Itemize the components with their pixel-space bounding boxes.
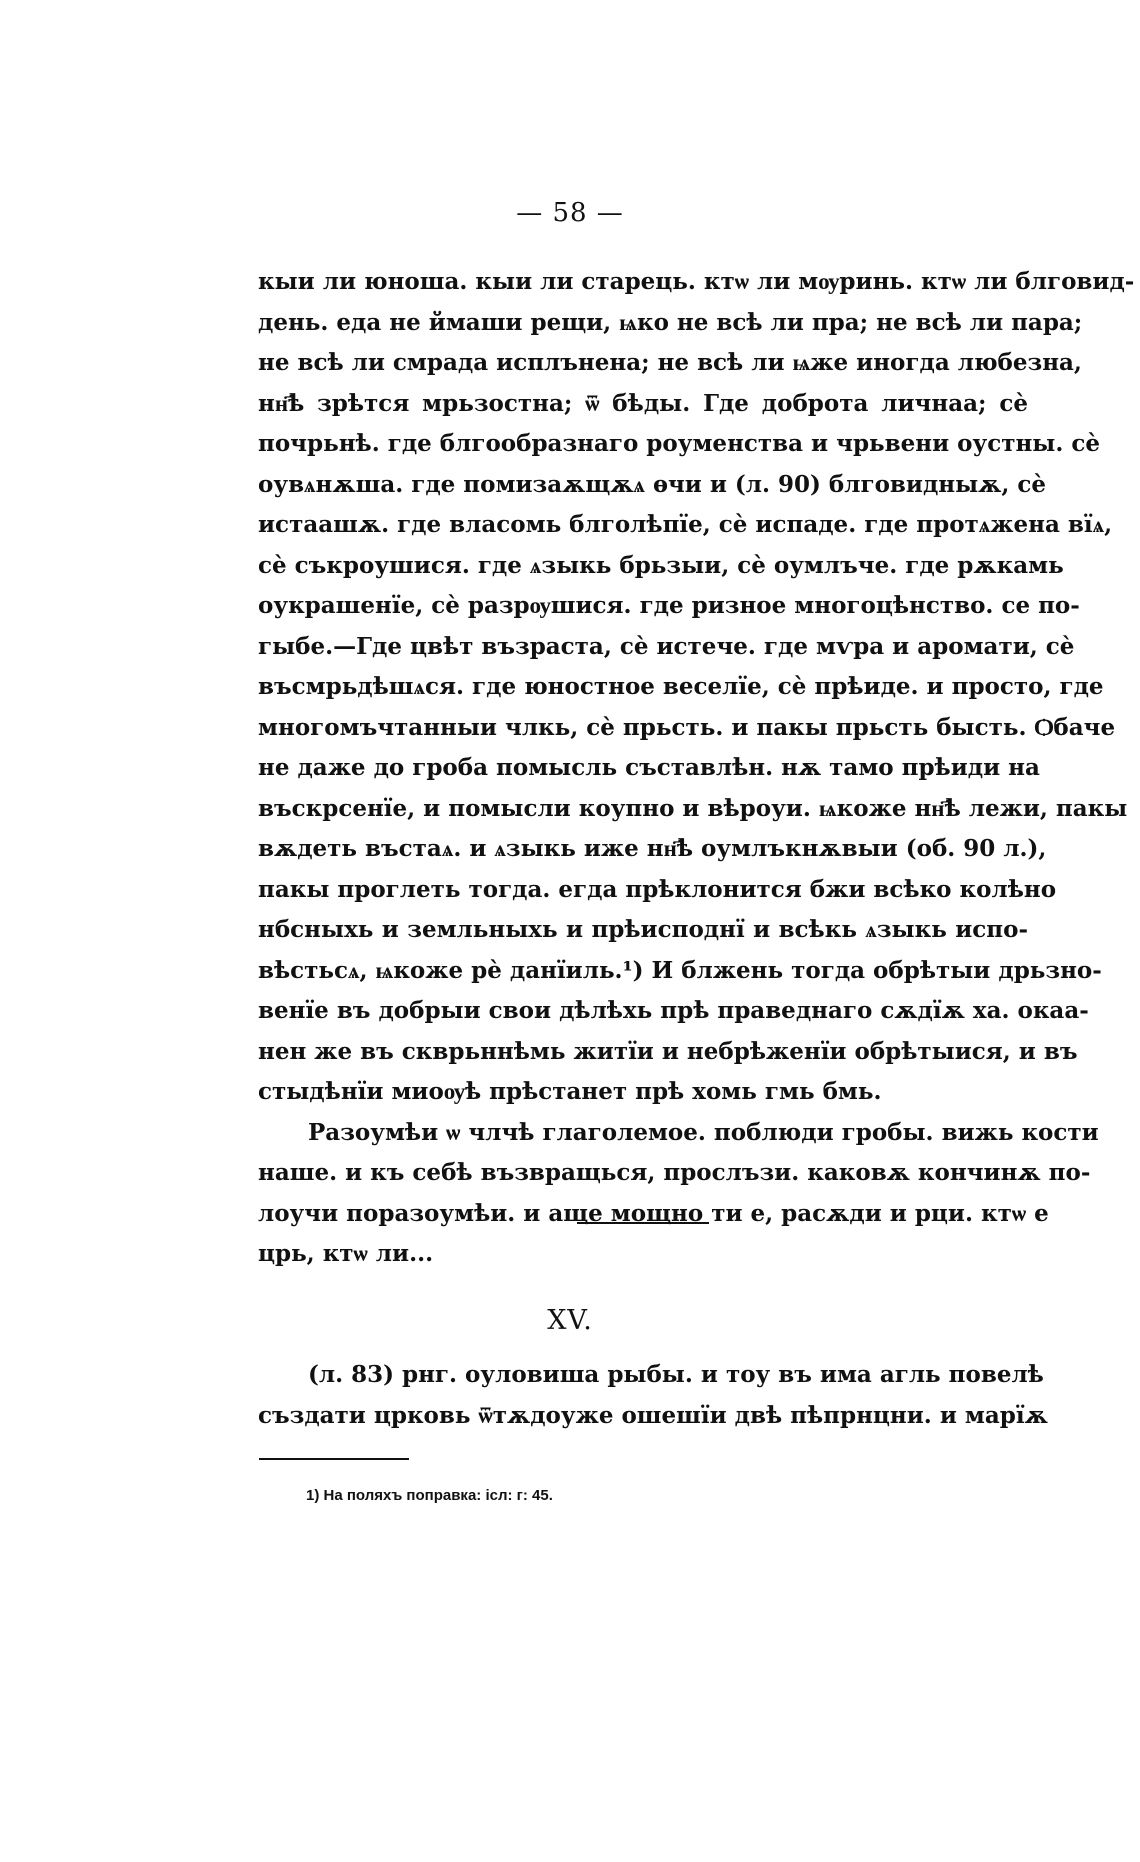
text-line: кыи ли юноша. кыи ли старець. ктѡ ли мѹринь. ктѡ ли блговид- [258, 268, 1135, 295]
text-line: црь, ктѡ ли... [258, 1240, 434, 1267]
text-line: истаашѫ. где власомь блголѣпїе, сѐ испаде. где протѧжена вїѧ, [258, 511, 1113, 538]
text-line: не всѣ ли смрада исплънена; не всѣ ли ѩже иногда любезна, [258, 349, 1082, 376]
text-line: гыбе.—Где цвѣт възраста, сѐ истече. где мѵра и аромати, сѐ [258, 632, 1075, 660]
text-line: стыдѣнїи миоѹѣ прѣстанет прѣ хомь гмь бмь. [258, 1078, 882, 1105]
text-line: оувѧнѫша. где помизаѫщѫѧ ѳчи и (л. 90) блговидныѫ, сѐ [258, 470, 1047, 498]
footnote: 1) На поляхъ поправка: ісл: г: 45. [306, 1487, 553, 1504]
text-line: многомъчтанныи члкь, сѐ прьсть. и пакы прьсть бысть. Ѻбаче [258, 713, 1116, 741]
text-line: Разоумѣи ѡ члчѣ глаголемое. поблюди гробы. вижь кости [308, 1118, 1099, 1146]
section-separator-rule [577, 1222, 709, 1224]
main-text-block [258, 262, 1135, 1275]
text-line: пакы проглеть тогда. егда прѣклонится бжи всѣко колѣно [258, 875, 1057, 903]
text-line: лоучи поразоумѣи. и аще мощно ти е, расѫди и рци. ктѡ е [258, 1199, 1049, 1227]
text-line: въскрсенїе, и помысли коупно и вѣроуи. ѩкоже нн҃ѣ лежи, пакы [258, 794, 1128, 822]
text-line: вѣстьсѧ, ѩкоже рѐ данїиль.¹) И блжень тогда обрѣтыи дрьзно- [258, 956, 1102, 984]
text-line: день. еда не ймаши рещи, ѩко не всѣ ли пра; не всѣ ли пара; [258, 308, 1083, 336]
text-line: нн҃ѣ зрѣтся мрьзостна; ѿ бѣды. Где доброта личнаа; сѐ [258, 389, 1028, 417]
footnote-rule [259, 1458, 409, 1460]
text-line: сѐ съкроушися. где ѧзыкь брьзыи, сѐ оумлъче. где рѫкамь [258, 551, 1064, 579]
text-line: вѫдеть въстаѧ. и ѧзыкь иже нн҃ѣ оумлъкнѫвыи (об. 90 л.), [258, 835, 1047, 862]
text-line: оукрашенїе, сѐ разрѹшися. где ризное многоцѣнство. се по- [258, 592, 1080, 619]
text-line: наше. и къ себѣ възвращься, прослъзи. каковѫ кончинѫ по- [258, 1159, 1091, 1186]
page-number: — 58 — [516, 198, 624, 228]
section-text-block [258, 1354, 1048, 1436]
section-heading: XV. [547, 1305, 593, 1336]
text-line: нен же въ скврьннѣмь житїи и небрѣженїи обрѣтыися, и въ [258, 1037, 1078, 1065]
text-line: не даже до гроба помысль съставлѣн. нѫ тамо прѣиди на [258, 754, 1040, 781]
text-line: почрьнѣ. где блгообразнаго роуменства и чрьвени оустны. сѐ [258, 430, 1101, 457]
text-line: венїе въ добрыи свои дѣлѣхь прѣ праведнаго сѫдїѫ ха. окаа- [258, 997, 1089, 1024]
text-line: въсмрьдѣшѧся. где юностное веселїе, сѐ прѣиде. и просто, где [258, 673, 1104, 700]
text-line: създати црковь ѿтѫдоуже ошешїи двѣ пѣпрнцни. и марїѫ [258, 1402, 1048, 1429]
text-line: (л. 83) рнг. оуловиша рыбы. и тоу въ има агль повелѣ [308, 1361, 1044, 1388]
text-line: нбсныхь и земльныхь и прѣисподнї и всѣкь ѧзыкь испо- [258, 916, 1028, 943]
